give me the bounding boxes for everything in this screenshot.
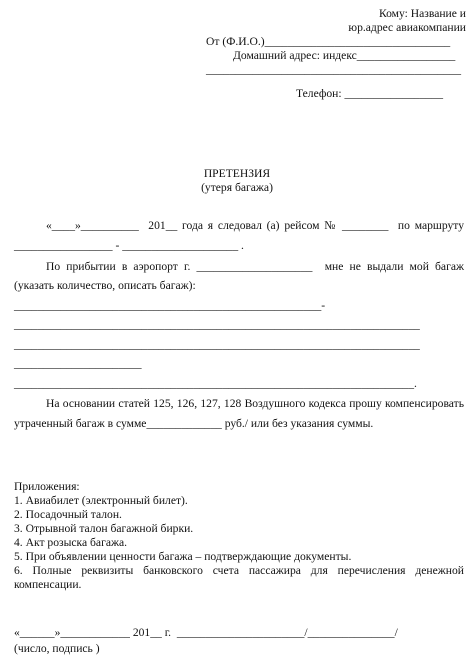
route-line: _________________ - ____________________ . (14, 239, 244, 252)
home-address-field: Домашний адрес: индекс_________________ (233, 49, 456, 62)
blank-line: _____________________________________________________________________. (14, 377, 417, 390)
attachment-item: 1. Авиабилет (электронный билет). (14, 494, 188, 507)
sender-name-field: От (Ф.И.О.)________________________________ (206, 35, 451, 48)
document-title: ПРЕТЕНЗИЯ (203, 167, 271, 180)
attachment-item: 2. Посадочный талон. (14, 508, 122, 521)
blank-line: ______________________________________________________________________ (14, 318, 420, 331)
attachment-item: 6. Полные реквизиты банковского счета пассажира для перечисления денежной (14, 564, 464, 577)
blank-line: ______________________________________________________________________ (14, 338, 420, 351)
document-subtitle: (утеря багажа) (201, 181, 273, 194)
baggage-description-hint: (указать количество, описать багаж): (14, 279, 196, 292)
arrival-line: По прибытии в аэропорт г. ____________________ мне не выдали мой багаж (46, 260, 464, 273)
signature-hint: (число, подпись ) (14, 642, 100, 655)
attachment-item: 3. Отрывной талон багажной бирки. (14, 522, 194, 535)
blank-line: _____________________________________________________- (14, 299, 326, 312)
attachment-item-continuation: компенсации. (14, 578, 82, 591)
compensation-amount-line: утраченный багаж в сумме_____________ руб./ или без указания суммы. (14, 417, 374, 430)
phone-field: Телефон: _________________ (296, 87, 444, 100)
attachments-heading: Приложения: (14, 480, 80, 493)
addressee-line: Кому: Название и (378, 7, 466, 20)
airline-address-line: юр.адрес авиакомпании (348, 21, 466, 34)
attachment-item: 4. Акт розыска багажа. (14, 536, 128, 549)
attachment-item: 5. При объявлении ценности багажа – подтверждающие документы. (14, 550, 352, 563)
flight-details-line: «____»__________ 201__ года я следовал (а) рейсом № ________ по маршруту (46, 219, 464, 232)
date-signature-line: «______»____________ 201__ г. ______________________/_______________/ (14, 626, 398, 639)
blank-line: ______________________ (14, 357, 142, 370)
legal-basis-line: На основании статей 125, 126, 127, 128 Воздушного кодекса прошу компенсировать (46, 397, 464, 410)
address-continuation-line: ____________________________________________ (206, 63, 462, 76)
